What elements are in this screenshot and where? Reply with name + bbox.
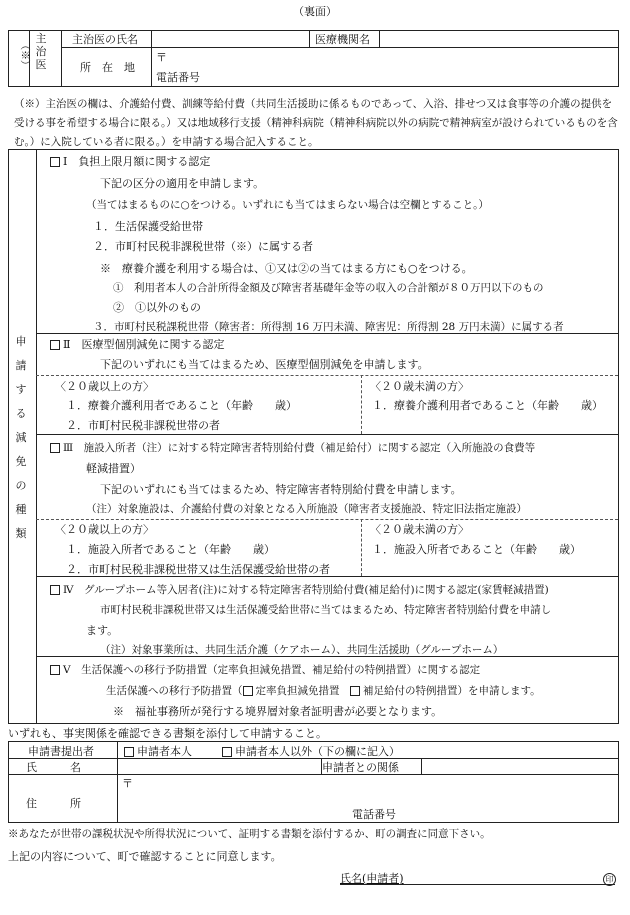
section5-line1: 生活保護への移行予防措置（ 定率負担減免措置 補足給付の特例措置）を申請します。	[106, 685, 541, 697]
section2-left-head: 〈２０歳以上の方〉	[55, 380, 154, 393]
submitter-self-checkbox[interactable]	[124, 747, 134, 757]
supplement-special-checkbox[interactable]	[350, 686, 360, 696]
submitter-label: 申請書提出者	[28, 745, 94, 758]
applicant-postal-mark: 〒	[122, 777, 133, 790]
section4-checkbox[interactable]	[50, 585, 60, 595]
reduction-type-vertical-label: 申請する減免の種類	[15, 335, 27, 540]
section1-line2: （当てはまるものに○をつける。いずれにも当てはまらない場合は空欄とすること。）	[86, 199, 489, 211]
section2-right-head: 〈２０歳未満の方〉	[370, 380, 469, 393]
section3-line1: 下記のいずれにも当てはまるため、特定障害者特別給付費を申請します。	[100, 483, 462, 496]
section1-item1: １．生活保護受給世帯	[93, 220, 203, 233]
section1-sub1: ① 利用者本人の合計所得金額及び障害者基礎年金等の収入の合計額が８０万円以下のもの	[113, 282, 544, 294]
applicant-address-label: 住 所	[26, 797, 81, 810]
section4-title: Ⅳ グループホーム等入居者(注)に対する特定障害者特別給付費(補足給付)に関する認定(家賃軽減措置)	[50, 584, 549, 597]
section1-checkbox[interactable]	[50, 157, 60, 167]
section3-left-item1: １．施設入所者であること（年齢 歳）	[66, 543, 275, 556]
consent-note: ※あなたが世帯の課税状況や所得状況について、証明する書類を添付するか、町の調査に同意下さい。	[8, 828, 491, 840]
section5-title: Ⅴ 生活保護への移行予防措置（定率負担減免措置、補足給付の特例措置）に関する認定	[50, 664, 480, 677]
section4-note: （注）対象事業所は、共同生活介護（ケアホーム）、共同生活援助（グループホーム）	[100, 644, 504, 656]
signature-line[interactable]	[340, 884, 615, 885]
relation-label: 申請者との関係	[322, 761, 399, 774]
section2-right-item1: １．療養介護利用者であること（年齢 歳）	[372, 399, 603, 412]
section2-left-item1: １．療養介護利用者であること（年齢 歳）	[66, 399, 297, 412]
section5-checkbox[interactable]	[50, 665, 60, 675]
fixed-rate-reduction-checkbox[interactable]	[243, 686, 253, 696]
section5-note: ※ 福祉事務所が発行する境界層対象者証明書が必要となります。	[113, 705, 443, 718]
submitter-other-checkbox[interactable]	[222, 747, 232, 757]
section1-sub2: ② ①以外のもの	[113, 301, 201, 314]
phone-label: 電話番号	[156, 71, 200, 84]
institution-label: 医療機関名	[315, 33, 370, 46]
section1-note: ※ 療養介護を利用する場合は、①又は②の当てはまる方にも○をつける。	[100, 262, 473, 275]
section3-right-head: 〈２０歳未満の方〉	[370, 523, 469, 536]
address-label: 所 在 地	[80, 61, 135, 74]
section3-checkbox[interactable]	[50, 443, 60, 453]
section2-checkbox[interactable]	[50, 340, 60, 350]
doctor-side-mark: （※）	[18, 40, 29, 70]
doctor-name-label: 主治医の氏名	[72, 33, 138, 46]
section2-left-item2: ２．市町村民税非課税世帯の者	[66, 419, 220, 432]
submitter-self-option[interactable]: 申請者本人	[124, 745, 192, 758]
section2-title: Ⅱ 医療型個別減免に関する認定	[50, 338, 224, 351]
attach-note: いずれも、事実関係を確認できる書類を添付して申請すること。	[8, 727, 327, 740]
applicant-name-label: 氏 名	[26, 761, 81, 774]
section1-item2: ２．市町村民税非課税世帯（※）に属する者	[93, 240, 313, 253]
signature-label: 氏名(申請者)	[340, 872, 404, 885]
submitter-other-option[interactable]: 申請者本人以外（下の欄に記入）	[222, 745, 400, 758]
section3-right-item1: １．施設入所者であること（年齢 歳）	[372, 543, 581, 556]
section4-line1: 市町村民税非課税世帯又は生活保護受給世帯に当てはまるため、特定障害者特別給付費を申請し	[100, 604, 552, 616]
doctor-side-label: 主治医	[35, 32, 47, 71]
reduction-types-box	[8, 149, 619, 724]
section3-note: （注）対象施設は、介護給付費の対象となる入所施設（障害者支援施設、特定旧法指定施設）	[86, 503, 527, 515]
section1-item3: ３．市町村民税課税世帯（障害者：所得割 16 万円未満、障害児：所得割 28 万円未満）に属する者	[93, 321, 564, 333]
doctor-note: （※）主治医の欄は、介護給付費、訓練等給付費（共同生活援助に係るものであって、入浴、排せつ又は食事等の介護の提供を受ける事を希望する場合に限る。）又は地域移行支援（精神科病院（精神科病院以外の病院で精神病室が設けられているものを含む。）に入院している者に限る。）を申請する場合記入すること。	[14, 98, 618, 148]
section2-line1: 下記のいずれにも当てはまるため、医療型個別減免を申請します。	[100, 358, 429, 371]
section1-title: Ⅰ 負担上限月額に関する認定	[50, 155, 210, 168]
postal-mark: 〒	[156, 51, 167, 64]
confirm-note: 上記の内容について、町で確認することに同意します。	[8, 850, 282, 863]
section3-left-head: 〈２０歳以上の方〉	[55, 523, 154, 536]
section3-title2: 軽減措置）	[86, 462, 141, 475]
section3-title: Ⅲ 施設入所者（注）に対する特定障害者特別給付費（補足給付）に関する認定（入所施設の食費等	[50, 442, 535, 455]
applicant-phone-label: 電話番号	[352, 808, 396, 821]
section1-line1: 下記の区分の適用を申請します。	[100, 177, 265, 190]
page-side-title: （裏面）	[293, 5, 337, 18]
seal-mark: 印	[603, 872, 616, 886]
section4-line1b: ます。	[86, 624, 119, 637]
section3-left-item2: ２．市町村民税非課税世帯又は生活保護受給世帯の者	[66, 563, 330, 576]
